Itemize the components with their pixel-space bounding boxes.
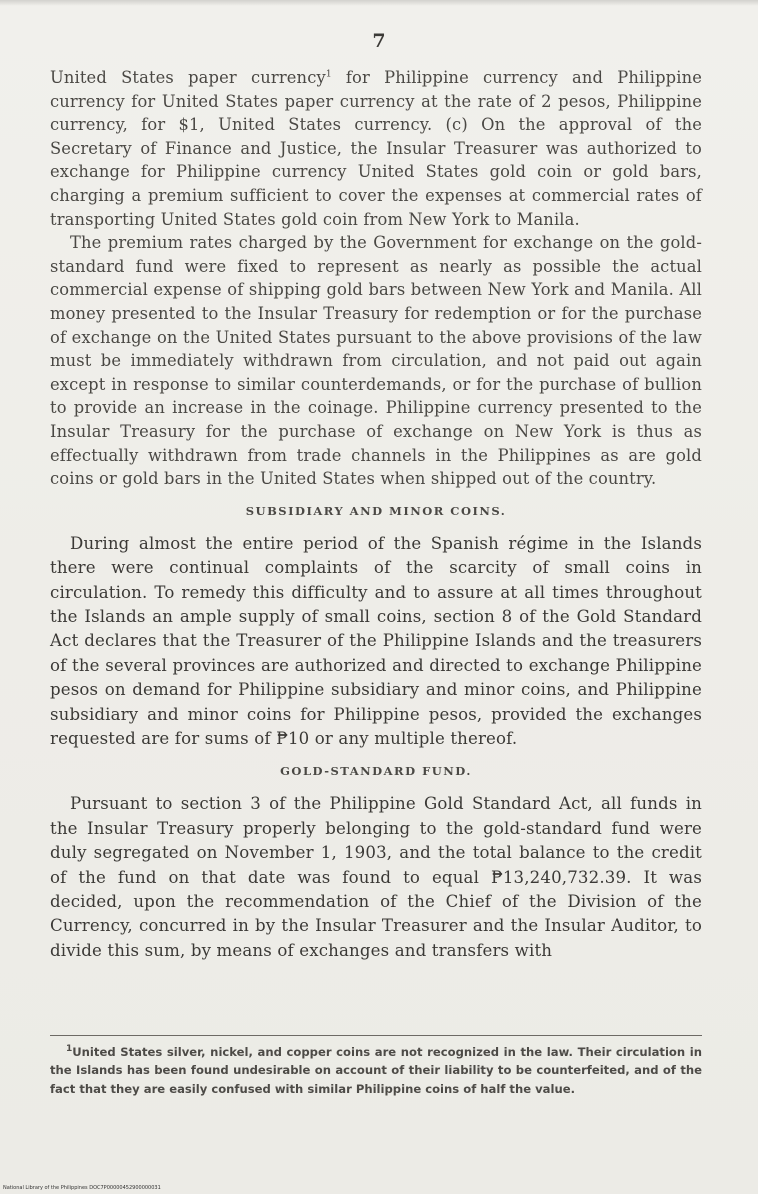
paragraph-continuation-rest: for Philippine currency and Philippine currency for United States paper currency at the rate of 2 pesos, Philippine currency, for $1, United States currency. (c) On the approval of the Secretary of Finance and Justice, the Insular Treasurer was authorized to exchange for Philippine currency United States gold coin or gold bars, charging a premium sufficient to cover the expenses at commercial rates of transporting United States gold coin from New York to Manila. [50,68,702,229]
body-text [50,66,702,963]
paragraph-subsidiary-coins: During almost the entire period of the Spanish régime in the Islands there were continual complaints of the scarcity of small coins in circulation. To remedy this difficulty and to assure at all times throughout the Islands an ample supply of small coins, section 8 of the Gold Standard Act declares that the Treasurer of the Philippine Islands and the treasurers of the several provinces are authorized and directed to exchange Philippine pesos on demand for Philippine subsidiary and minor coins, and Philippine subsidiary and minor coins for Philippine pesos, provided the exchanges requested are for sums of ₱10 or any multiple thereof. [50,533,702,748]
paragraph-continuation-start: United States paper currency [50,68,326,87]
page-number: 7 [372,30,386,52]
footnote-reference: 1 [325,69,332,80]
paragraph-continuation [50,66,702,231]
footnote-text: United States silver, nickel, and copper coins are not recognized in the law. Their circulation in the Islands has been found undesirable on account of their liability to be counterfeited, and of the fact that they are easily confused with similar Philippine coins of half the value. [50,1045,702,1096]
footnote-divider [50,1035,702,1036]
scan-source-label: National Library of the Philippines DOC7P00000452900000031 [3,1185,161,1191]
page-edge-shadow [0,0,758,6]
paragraph-gold-standard-fund: Pursuant to section 3 of the Philippine Gold Standard Act, all funds in the Insular Treasury properly belonging to the gold-standard fund were duly segregated on November 1, 1903, and the total balance to the credit of the fund on that date was found to equal ₱13,240,732.39. It was decided, upon the recommendation of the Chief of the Division of the Currency, concurred in by the Insular Treasurer and the Insular Auditor, to divide this sum, by means of exchanges and transfers with [50,794,702,960]
footnote-mark: 1 [66,1044,73,1055]
footnote [50,1043,702,1098]
heading-subsidiary-coins: SUBSIDIARY AND MINOR COINS. [245,503,507,518]
paragraph-premium-rates: The premium rates charged by the Government for exchange on the gold-standard fund were fixed to represent as nearly as possible the actual commercial expense of shipping gold bars between New York and Manila. All money presented to the Insular Treasury for redemption or for the purchase of exchange on the United States pursuant to the above provisions of the law must be immediately withdrawn from circulation, and not paid out again except in response to similar counterdemands, or for the purchase of bullion to provide an increase in the coinage. Philippine currency presented to the Insular Treasury for the purchase of exchange on New York is thus as effectually withdrawn from trade channels in the Philippines as are gold coins or gold bars in the United States when shipped out of the country. [50,233,702,489]
heading-gold-standard-fund: GOLD-STANDARD FUND. [280,764,472,779]
